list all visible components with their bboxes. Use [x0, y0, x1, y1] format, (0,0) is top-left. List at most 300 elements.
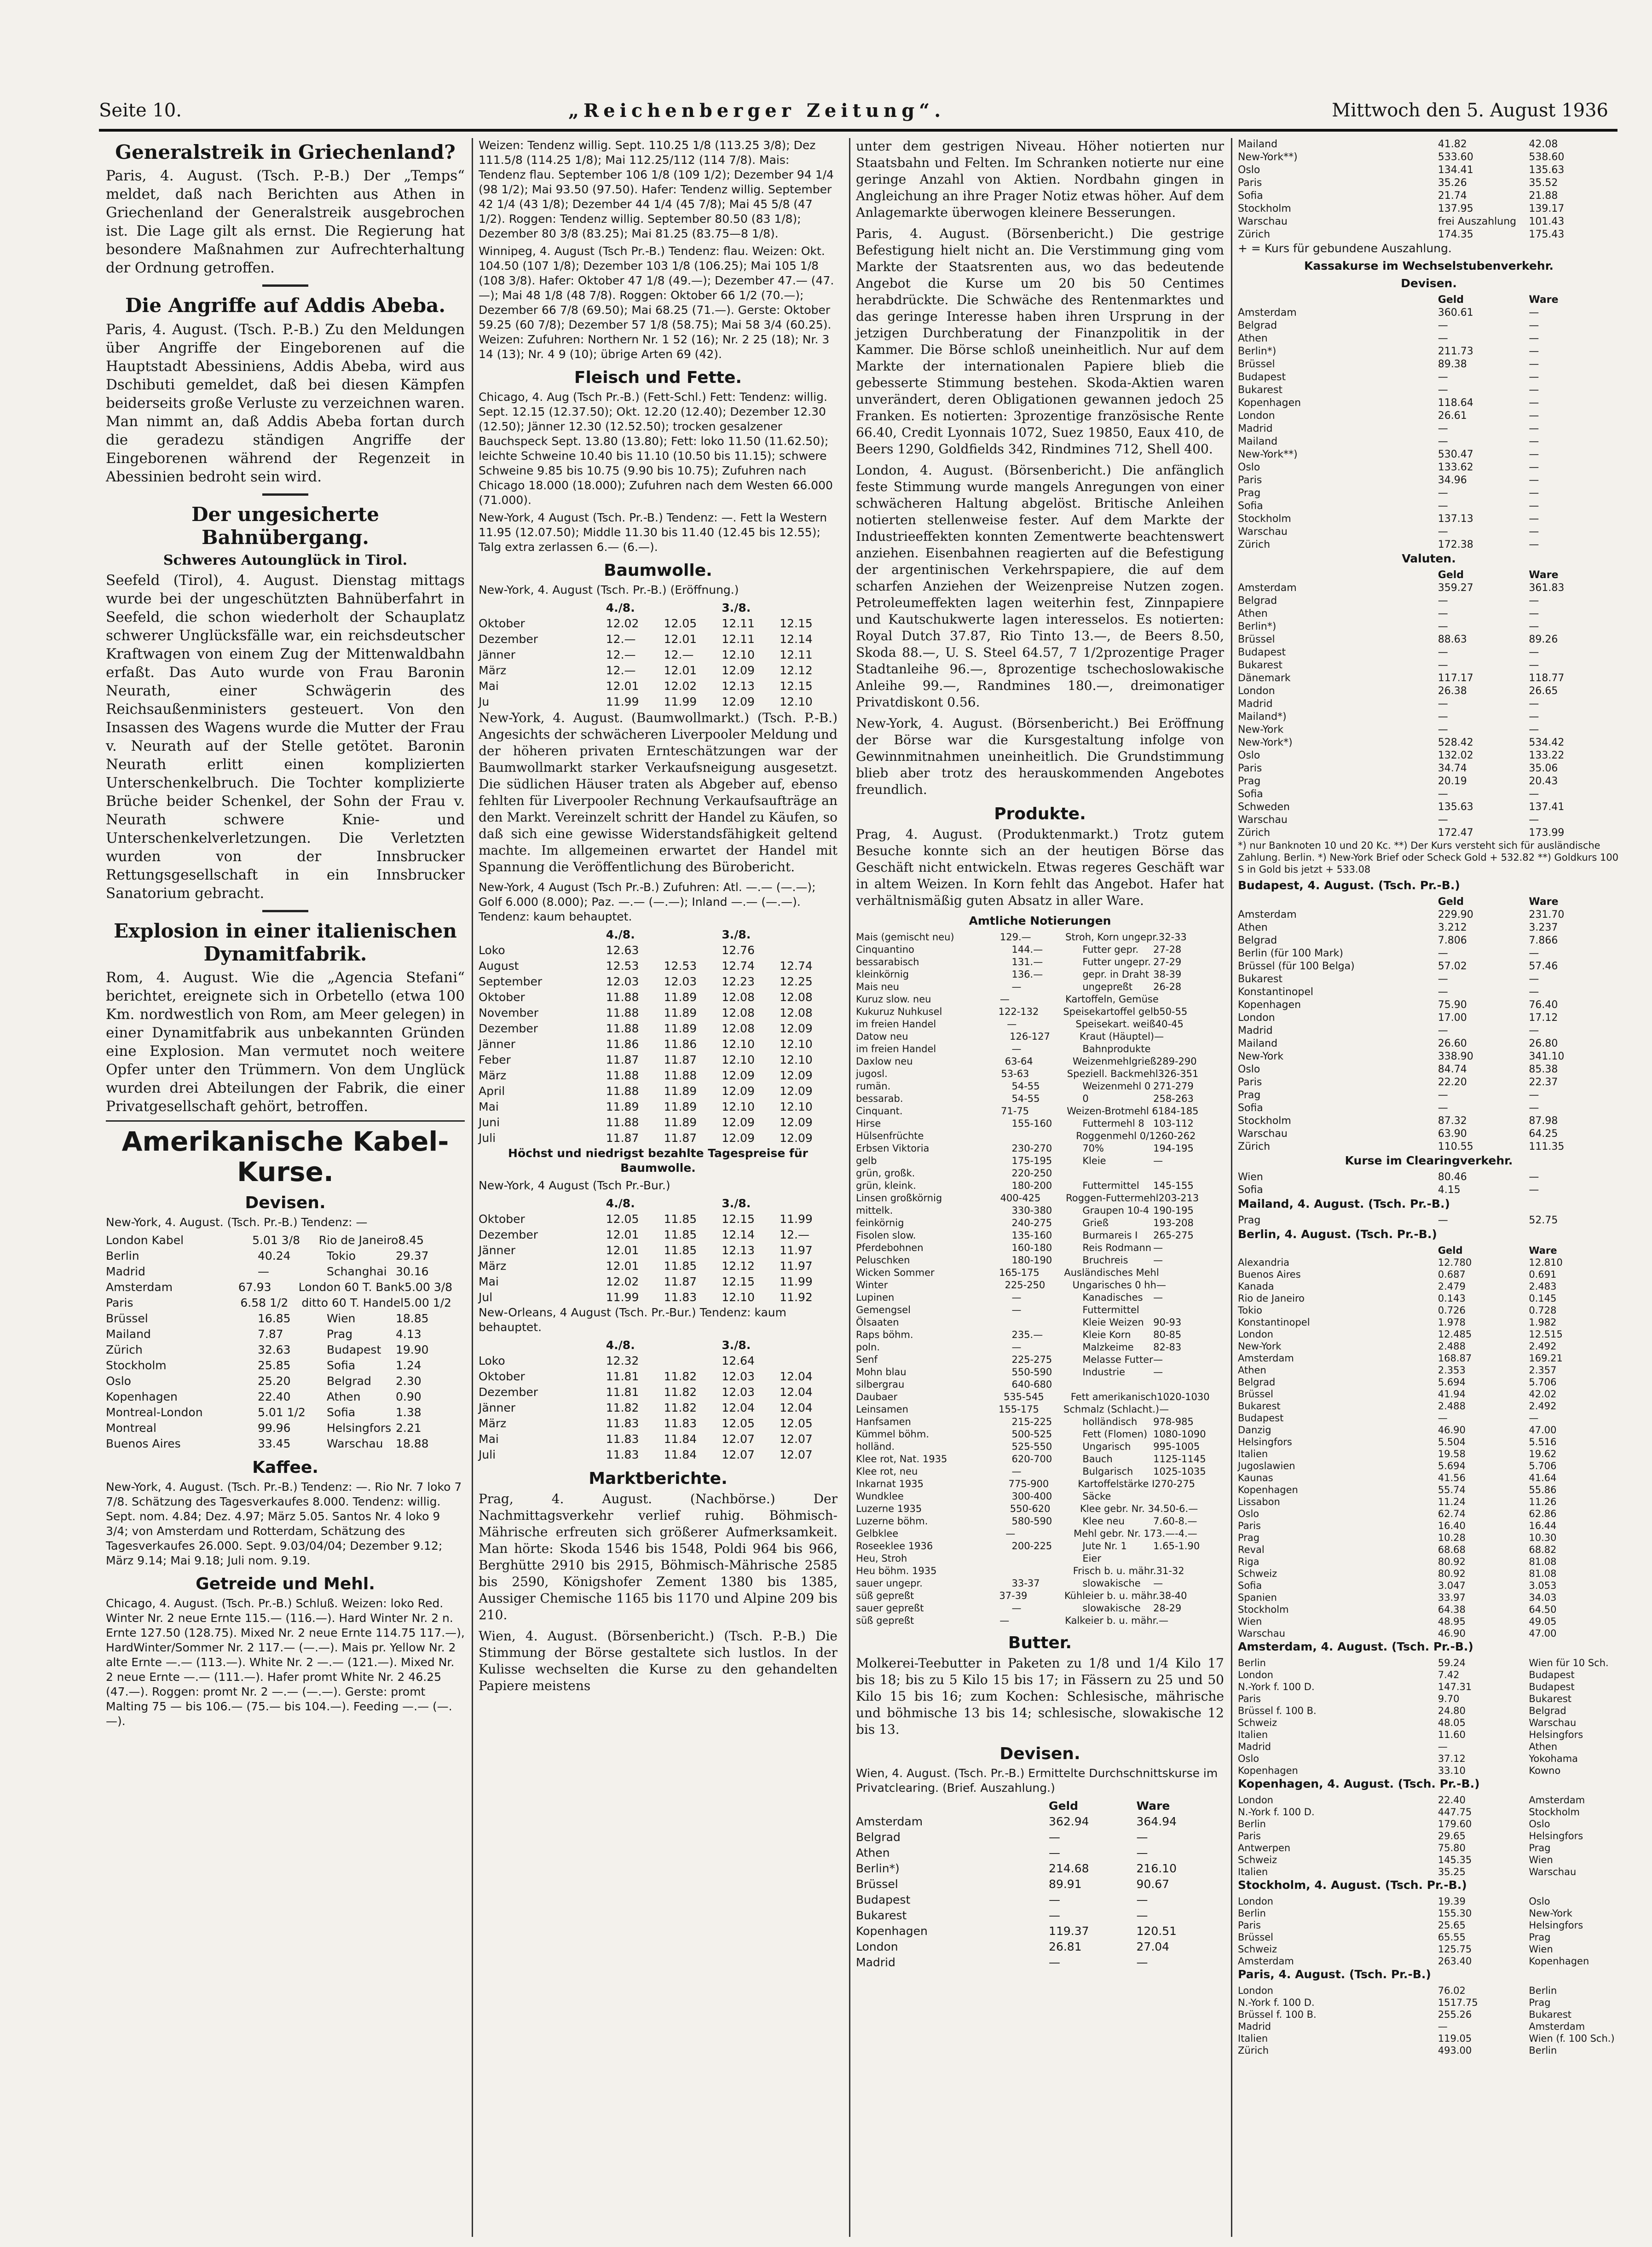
table-cell: 0.726 — [1438, 1305, 1466, 1316]
table-cell: 48.95 — [1438, 1616, 1466, 1627]
table-row — [856, 1416, 1224, 1428]
article-subtitle: Schweres Autounglück in Tirol. — [163, 552, 408, 568]
table-cell: Graupen 10-4 — [1082, 1205, 1149, 1216]
table-cell: Paris — [1238, 177, 1262, 189]
table-cell: 17.12 — [1529, 1012, 1558, 1024]
table-cell: Helsingfors — [1529, 1830, 1583, 1842]
table-cell: 12.04 — [780, 1401, 813, 1414]
table-cell: 50-55 — [1159, 1006, 1188, 1017]
table-row — [1238, 1604, 1620, 1616]
table-row — [1238, 1693, 1620, 1705]
table-cell: Dezember — [479, 1228, 538, 1241]
table-header-cell: Ware — [1529, 1245, 1557, 1256]
table-cell: Kaunas — [1238, 1472, 1273, 1483]
table-cell: 80.92 — [1438, 1568, 1466, 1579]
table-cell: grün, kleink. — [856, 1180, 916, 1191]
table-cell: Zürich — [1238, 1141, 1271, 1152]
table-header-cell: Geld — [1438, 294, 1464, 306]
table-cell: Wien — [1238, 1616, 1262, 1627]
table-row — [479, 1369, 838, 1384]
table-cell: Kanadisches — [1082, 1292, 1143, 1303]
table-cell: 11.85 — [664, 1259, 697, 1273]
table-cell: London — [1238, 1896, 1273, 1907]
table-cell: — — [1438, 814, 1448, 826]
table-cell: 978-985 — [1153, 1416, 1194, 1427]
table-row — [1238, 1141, 1620, 1153]
table-subheading: Devisen. — [1401, 277, 1457, 290]
table-row — [1238, 1854, 1620, 1866]
table-row — [479, 1211, 838, 1227]
table-cell: Buenos Aires — [1238, 1269, 1301, 1280]
table-row — [856, 1043, 1224, 1055]
table-cell: 2.492 — [1529, 1341, 1557, 1352]
table-cell: London 60 T. Bank — [298, 1280, 405, 1294]
table-cell — [1159, 1267, 1224, 1279]
table-row — [479, 1005, 838, 1021]
table-cell: 172.38 — [1438, 539, 1473, 550]
table-row — [1238, 164, 1620, 177]
table-cell: — — [1529, 973, 1539, 985]
table-header-cell — [479, 600, 606, 616]
table-cell: Ungarisches 0 hh — [1072, 1280, 1156, 1291]
table-cell: Athen — [327, 1390, 361, 1404]
table-cell: 12.11 — [780, 648, 813, 661]
table-cell: 12.08 — [722, 990, 755, 1004]
table-cell: 2.483 — [1529, 1281, 1557, 1292]
table-cell: Fisolen slow. — [856, 1230, 916, 1241]
table-cell: 12.07 — [780, 1448, 813, 1461]
table-row — [1238, 1842, 1620, 1854]
table-heading: Höchst und niedrigst bezahlte Tagespreise für Baumwolle. — [508, 1147, 808, 1175]
table-cell: — — [1529, 423, 1539, 434]
table-row — [479, 1068, 838, 1083]
table-cell: 173.99 — [1529, 827, 1565, 839]
table-cell: 1517.75 — [1438, 1997, 1478, 2008]
table-row — [856, 1861, 1224, 1876]
table-cell: Berlin — [1238, 1657, 1266, 1668]
article-body: Seefeld (Tirol), 4. August. Dienstag mittags wurde bei der ungeschützten Bahnüberfahrt in Seefeld, die schon wiederholt der Schauplatz schwerer Unglücksfälle war, ein reichsdeutscher Kraftwagen von einem Zug der Mittenwaldbahn erfaßt. Das Auto wurde von Frau Baronin Neurath, einer Schwägerin des Reichsaußenministers gesteuert. Von den Insassen des Wagens wurde die Mutter der Frau v. Neurath auf der Stelle getötet. Baronin Neurath erlitt einen komplizierten Unterschenkelbruch. Die Tochter komplizierte Brüche beider Schenkel, der Sohn der Frau v. Neurath schwere Knie- und Unterschenkelverletzungen. Die Verletzten wurden von der Innsbrucker Rettungsgesellschaft in ein Innsbrucker Sanatorium gebracht. — [106, 572, 465, 902]
table-row — [856, 993, 1224, 1006]
table-row — [1238, 595, 1620, 608]
table-cell: — — [1011, 1043, 1022, 1054]
table-cell: 12.01 — [606, 1228, 639, 1241]
table-cell: 1.38 — [396, 1406, 422, 1419]
table-cell: 5.706 — [1529, 1460, 1557, 1471]
report-body: New-York, 4. August. (Börsenbericht.) Bei Eröffnung der Börse war die Kursgestaltung infolge von Gewinnmitnahmen uneinheitlich. Die Grundstimmung blieb aber trotz des herauskommenden Angebotes freundlich. — [856, 716, 1224, 797]
table-cell: — — [1438, 788, 1448, 800]
table-cell: 11.87 — [606, 1053, 639, 1066]
table-cell: ungepreßt — [1082, 981, 1133, 992]
table-cell: 11.99 — [606, 1291, 639, 1304]
table-cell: 12.10 — [722, 1100, 755, 1113]
table-cell: Antwerpen — [1238, 1842, 1291, 1853]
table-cell: 40-45 — [1155, 1019, 1184, 1030]
cotton-table — [479, 600, 838, 710]
table-row — [1238, 698, 1620, 711]
table-cell: 64.25 — [1529, 1128, 1558, 1140]
table-cell: Brüssel — [1238, 1389, 1273, 1400]
table-cell: — — [1438, 1215, 1448, 1226]
table-row — [479, 1447, 838, 1463]
table-cell: 12.07 — [722, 1448, 755, 1461]
table-cell: Danzig — [1238, 1425, 1271, 1436]
table-cell: Budapest — [1529, 1681, 1575, 1692]
table-row — [1238, 1681, 1620, 1693]
report-body: Prag, 4. August. (Nachbörse.) Der Nachmittagsverkehr verlief ruhig. Böhmisch-Mährische erfreuten sich größerer Aufmerksamkeit. Man hörte: Skoda 1546 bis 1548, Poldi 964 bis 966, Berghütte 2910 bis 2915, Böhmisch-Mährische 2585 bis 2590, Königshofer Zement 1380 bis 1385, Aussiger Chemische 1165 bis 1170 und Alpine 209 bis 210. — [479, 1491, 838, 1622]
table-cell: Belgrad — [1238, 935, 1277, 946]
table-cell: jugosl. — [856, 1068, 888, 1079]
table-cell: — — [1529, 371, 1539, 383]
table-cell: 11.89 — [664, 1100, 697, 1113]
table-row — [479, 958, 838, 974]
table-cell: 145-155 — [1153, 1180, 1194, 1191]
report-body: Paris, 4. August. (Börsenbericht.) Die gestrige Befestigung hielt nicht an. Die Verstimmung ging vom Markte der Staatsrenten aus, wo das bedeutende Angebot die Kurse um 20 bis 50 Centimes herabdrückte. Die Schwäche des Rentenmarktes und das geringe Interesse haben ihren Ursprung in der jetzigen Durchberatung der Finanzpolitik in der Kammer. Die Börse schloß uneinheitlich. Nur auf dem Markte der internationalen Papiere blieb die gebesserte Stimmung bestehen. Skoda-Aktien waren unverändert, deren Obligationen gewannen jedoch 25 Franken. Es notierten: 3prozentige französische Rente 66.40, Credit Lyonnais 1072, Suez 19850, Eaux 410, de Beers 1290, Goldfields 342, Rindmines 712, Shell 400. — [856, 226, 1224, 457]
table-cell: 117.17 — [1438, 672, 1473, 684]
table-cell: 12.01 — [606, 1259, 639, 1273]
table-cell: — — [1529, 1102, 1539, 1114]
article-title: Der ungesicherte Bahnübergang. — [191, 503, 379, 549]
table-cell: 62.86 — [1529, 1508, 1557, 1519]
table-cell: 25.65 — [1438, 1920, 1466, 1931]
table-cell: Sofia — [1238, 1102, 1263, 1114]
table-cell: 11.99 — [606, 695, 639, 708]
table-cell: 35.52 — [1529, 177, 1558, 189]
table-cell: 57.02 — [1438, 961, 1467, 972]
table-row — [856, 1006, 1224, 1018]
table-cell: Hirse — [856, 1118, 881, 1129]
table-row — [1238, 1830, 1620, 1842]
table-cell: 175-195 — [1011, 1155, 1052, 1166]
table-cell: — — [1529, 647, 1539, 658]
table-cell: — — [1529, 1184, 1539, 1196]
table-cell: 80-85 — [1153, 1329, 1182, 1340]
table-header-cell — [664, 1338, 722, 1353]
table-cell: 131.— — [1011, 956, 1043, 967]
table-cell: Madrid — [1238, 423, 1273, 434]
table-cell — [1153, 1378, 1224, 1391]
article-body: Paris, 4. August. (Tsch. P.-B.) Der „Temps“ meldet, daß nach Berichten aus Athen in Griechenland der Generalstreik ausgebrochen ist. Die Lage gilt als ernst. Die Regierung hat besondere Maßnahmen zur Aufrechterhaltung der Ordnung getroffen. — [106, 168, 465, 277]
table-cell: Warschau — [1238, 1628, 1285, 1639]
table-row — [856, 1217, 1224, 1229]
table-row — [856, 1453, 1224, 1465]
table-cell: Senf — [856, 1354, 878, 1365]
table-row — [856, 1503, 1224, 1515]
table-cell: Fett (Flomen) — [1082, 1429, 1148, 1440]
rates-table — [1238, 138, 1620, 241]
table-cell: Kanada — [1238, 1281, 1274, 1292]
table-cell: 216.10 — [1136, 1862, 1177, 1875]
table-cell: Bahnprodukte — [1082, 1043, 1151, 1054]
table-header-row — [479, 600, 838, 616]
table-cell: 362.94 — [1049, 1815, 1089, 1828]
table-cell: 5.01 3/8 — [252, 1234, 300, 1247]
table-cell: 75.80 — [1438, 1842, 1466, 1853]
table-row — [1238, 1556, 1620, 1568]
table-cell: holländisch — [1082, 1416, 1138, 1427]
table-cell — [1011, 1316, 1082, 1329]
table-cell: Athen — [1238, 922, 1268, 933]
table-cell: 11.84 — [664, 1432, 697, 1446]
table-cell: frei Auszahlung — [1438, 216, 1517, 227]
table-cell: 12.03 — [722, 1370, 755, 1383]
table-row — [1238, 620, 1620, 633]
table-cell: Buenos Aires — [106, 1437, 181, 1451]
table-cell: Brüssel — [106, 1312, 148, 1326]
table-cell: 120.51 — [1136, 1924, 1177, 1938]
table-row — [479, 1227, 838, 1243]
table-cell: 5.694 — [1438, 1377, 1466, 1388]
table-cell: 12.76 — [722, 944, 755, 957]
table-cell: 211.73 — [1438, 346, 1473, 357]
table-cell: Paris — [1238, 763, 1262, 774]
table-cell: 12.— — [606, 632, 636, 646]
table-cell: — — [1159, 1615, 1169, 1626]
table-cell: Brüssel — [1238, 359, 1275, 370]
section-heading: Getreide und Mehl. — [196, 1575, 375, 1594]
table-cell: Schweiz — [1238, 1717, 1277, 1728]
table-row — [1238, 1717, 1620, 1729]
table-cell: 89.38 — [1438, 359, 1467, 370]
table-cell: 11.88 — [606, 1006, 639, 1019]
table-cell: 122-132 — [998, 1006, 1039, 1017]
table-cell: Linsen großkörnig — [856, 1193, 942, 1204]
table-cell: Mailand — [106, 1327, 151, 1341]
section-heading: Baumwolle. — [604, 561, 712, 580]
table-cell: 41.94 — [1438, 1389, 1466, 1400]
table-cell: 12.10 — [780, 1100, 813, 1113]
table-cell: Sofia — [1238, 788, 1263, 800]
table-cell: Belgrad — [856, 1830, 901, 1844]
table-cell: 11.89 — [664, 1022, 697, 1035]
table-row — [1238, 1472, 1620, 1484]
table-cell: slowakische — [1082, 1578, 1141, 1589]
table-row — [856, 1939, 1224, 1955]
table-row — [856, 1242, 1224, 1254]
table-cell: Yokohama — [1529, 1753, 1578, 1764]
table-cell: — — [1153, 1354, 1163, 1365]
table-cell: 12.05 — [664, 617, 697, 630]
table-row — [479, 1290, 838, 1305]
table-row — [479, 1083, 838, 1099]
table-cell: gepr. in Draht — [1082, 969, 1149, 980]
table-cell: 81.08 — [1529, 1568, 1557, 1579]
table-cell: 179.60 — [1438, 1818, 1472, 1830]
table-cell: 4.50-6.— — [1154, 1503, 1198, 1514]
table-cell: — — [1136, 1846, 1148, 1859]
table-cell: 18.85 — [396, 1312, 429, 1326]
table-cell: 110.55 — [1438, 1141, 1473, 1152]
table-cell: 4.13 — [396, 1327, 422, 1341]
table-header-row — [1238, 896, 1620, 909]
divider — [106, 1120, 465, 1122]
table-cell: Alexandria — [1238, 1257, 1290, 1268]
table-row — [479, 1258, 838, 1274]
table-row — [856, 1366, 1224, 1378]
table-header-cell: 3./8. — [722, 1338, 751, 1352]
table-header-cell — [664, 600, 722, 616]
table-cell: 12.09 — [780, 1131, 813, 1145]
table-row — [1238, 1616, 1620, 1627]
table-cell: 70% — [1082, 1143, 1104, 1154]
table-cell: — — [258, 1265, 269, 1279]
table-row — [1238, 1037, 1620, 1050]
table-cell: 144.— — [1011, 944, 1043, 955]
table-row — [1238, 749, 1620, 762]
report-intro: New-Orleans, 4 August (Tsch. Pr.-Bur.) Tendenz: kaum behauptet. — [479, 1306, 787, 1334]
table-cell: 12.03 — [722, 1385, 755, 1399]
table-row — [1238, 307, 1620, 319]
table-cell: Berlin — [1238, 1908, 1266, 1919]
table-cell: 550-590 — [1011, 1367, 1052, 1378]
table-cell: Berlin*) — [1238, 346, 1277, 357]
table-row — [1238, 423, 1620, 435]
table-row — [1238, 1364, 1620, 1376]
table-row — [1238, 500, 1620, 513]
report-body: Molkerei-Teebutter in Paketen zu 1/8 und 1/4 Kilo 17 bis 18; bis zu 5 Kilo 15 bis 17; in Fässern zu 25 und 50 Kilo 15 bis 16; zum Kochen: Schlesische, mährische und böhmische 13 bis 14; schlesische, slowakische 12 bis 13. — [856, 1656, 1224, 1737]
table-cell: Juli — [479, 1131, 496, 1145]
table-header-cell: 3./8. — [722, 1197, 751, 1210]
table-cell: 12.64 — [722, 1354, 755, 1367]
table-cell: 12.09 — [780, 1084, 813, 1098]
table-row — [856, 1465, 1224, 1478]
table-cell: Oktober — [479, 1212, 525, 1226]
table-cell: 361.83 — [1529, 582, 1565, 594]
table-cell: Oslo — [1238, 1753, 1259, 1764]
table-cell: 55.74 — [1438, 1484, 1466, 1495]
table-row — [856, 1441, 1224, 1453]
table-row — [1238, 1304, 1620, 1316]
table-row — [479, 990, 838, 1005]
table-cell: 400-425 — [1000, 1193, 1041, 1204]
table-cell: Dänemark — [1238, 672, 1291, 684]
table-cell: Athen — [856, 1846, 890, 1859]
table-row — [856, 1830, 1224, 1845]
table-cell: Klee rot, neu — [856, 1466, 918, 1477]
report-intro: New-York, 4 August (Tsch Pr.-Bur.) — [479, 1179, 670, 1192]
table-cell: 28-29 — [1153, 1603, 1182, 1614]
table-row — [1238, 685, 1620, 698]
table-cell: 26.80 — [1529, 1038, 1558, 1049]
table-cell: 64.50 — [1529, 1604, 1557, 1615]
table-cell: 12.09 — [780, 1022, 813, 1035]
table-cell: 80.46 — [1438, 1171, 1467, 1183]
table-cell: — — [1011, 1304, 1022, 1315]
table-cell: — — [1049, 1830, 1061, 1844]
table-cell: Warschau — [1529, 1866, 1577, 1877]
table-row — [1238, 1436, 1620, 1448]
table-cell: Bulgarisch — [1082, 1466, 1133, 1477]
table-cell: Konstantinopel — [1238, 1317, 1310, 1328]
table-cell: Kümmel böhm. — [856, 1429, 929, 1440]
table-cell: 530.47 — [1438, 449, 1473, 460]
table-cell: 18.88 — [396, 1437, 429, 1451]
table-cell: Montreal — [106, 1421, 156, 1435]
table-cell: Wien (f. 100 Sch.) — [1529, 2033, 1615, 2044]
table-cell: 360.61 — [1438, 307, 1473, 319]
table-cell: 168.87 — [1438, 1353, 1472, 1364]
table-cell: 160-180 — [1011, 1242, 1052, 1253]
table-cell: 12.07 — [780, 1432, 813, 1446]
table-cell: Sofia — [327, 1406, 356, 1419]
table-row — [856, 1354, 1224, 1366]
table-row — [1238, 947, 1620, 960]
table-cell: 118.64 — [1438, 397, 1473, 409]
table-cell: Heu, Stroh — [856, 1553, 907, 1564]
table-cell: Pferdebohnen — [856, 1242, 924, 1253]
table-row — [479, 1274, 838, 1290]
column-2 — [479, 138, 838, 2237]
table-cell: Bukarest — [1238, 384, 1283, 396]
table-cell: 54-55 — [1011, 1081, 1040, 1092]
section-heading: Kaffee. — [252, 1458, 318, 1477]
table-row — [1238, 1931, 1620, 1943]
page-number: Seite 10. — [99, 100, 182, 121]
table-header-cell — [1238, 294, 1438, 307]
table-cell: Jul — [479, 1291, 493, 1304]
table-cell: 12.10 — [780, 695, 813, 708]
table-cell: — — [1136, 1893, 1148, 1906]
table-row — [1238, 973, 1620, 986]
table-cell: 47.00 — [1529, 1425, 1557, 1436]
table-header-cell: Geld — [1438, 569, 1464, 581]
table-cell: — — [1438, 660, 1448, 671]
table-cell: Kraut (Häuptel) — [1079, 1031, 1155, 1042]
table-row — [1238, 2021, 1620, 2033]
table-cell: 99.96 — [258, 1421, 291, 1435]
table-cell: 52.75 — [1529, 1215, 1558, 1226]
table-cell: Amsterdam — [1529, 2021, 1585, 2032]
table-cell: 68.68 — [1438, 1544, 1466, 1555]
table-cell: poln. — [856, 1342, 880, 1353]
table-cell: 12.63 — [606, 944, 639, 957]
table-header-cell — [1238, 569, 1438, 582]
table-cell — [1153, 1167, 1224, 1180]
column-4 — [1238, 138, 1620, 2237]
table-cell: Mais (gemischt neu) — [856, 932, 954, 943]
table-row — [479, 647, 838, 663]
table-cell: Stockholm — [1238, 1115, 1291, 1127]
table-cell: 53-63 — [1001, 1068, 1029, 1079]
table-cell: — — [1529, 1025, 1539, 1037]
table-cell: 12.74 — [780, 959, 813, 973]
table-cell: Italien — [1238, 1866, 1268, 1877]
table-cell: Mailand — [1238, 139, 1278, 150]
table-cell: 90.67 — [1136, 1877, 1170, 1891]
table-cell: 147.31 — [1438, 1681, 1472, 1692]
table-cell: 76.02 — [1438, 1985, 1466, 1996]
table-header-cell — [664, 1196, 722, 1211]
table-row — [106, 1420, 465, 1436]
table-cell: Loko — [479, 944, 505, 957]
table-row — [856, 1192, 1224, 1205]
table-cell: 12.08 — [780, 990, 813, 1004]
table-row — [1238, 435, 1620, 448]
table-cell: Futtermittel — [1082, 1304, 1139, 1315]
page-header — [99, 97, 1608, 124]
table-cell: 29.37 — [396, 1249, 429, 1263]
table-row — [1238, 448, 1620, 461]
table-cell: 35.25 — [1438, 1866, 1466, 1877]
table-note: + = Kurs für gebundene Auszahlung. — [1238, 242, 1452, 255]
table-cell: 330-380 — [1011, 1205, 1052, 1216]
table-cell: 137.95 — [1438, 203, 1473, 214]
table-cell: Loko — [479, 1354, 505, 1367]
report-intro: New-York, 4 August (Tsch Pr.-B.) Zufuhren: Atl. —.— (—.—); Golf 6.000 (8.000); Paz. —.— (—.—); Inland —.— (—.—). Tendenz: kaum behauptet. — [479, 880, 816, 923]
table-cell: 12.03 — [606, 975, 639, 988]
table-cell: 620-700 — [1011, 1454, 1052, 1465]
table-row — [856, 1876, 1224, 1892]
table-cell: — — [1153, 1255, 1163, 1266]
